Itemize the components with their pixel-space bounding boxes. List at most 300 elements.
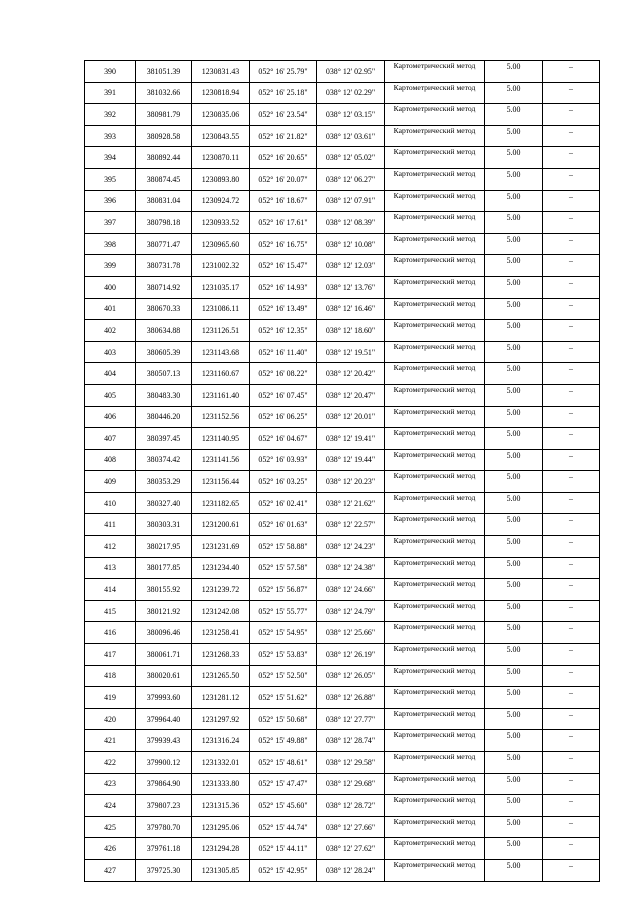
- point-number-cell: 421: [85, 730, 136, 752]
- latitude-cell: 052° 16' 04.67": [250, 428, 317, 450]
- method-cell: Картометрический метод: [385, 644, 485, 666]
- note-cell: –: [543, 471, 600, 493]
- table-row: [85, 622, 600, 644]
- x-coordinate-cell: 380981.79: [136, 104, 192, 126]
- note-cell: –: [543, 428, 600, 450]
- longitude-cell: 038° 12' 07.91": [317, 190, 385, 212]
- table-row: [85, 406, 600, 428]
- x-coordinate-cell: 380771.47: [136, 233, 192, 255]
- longitude-cell: 038° 12' 20.23": [317, 471, 385, 493]
- latitude-cell: 052° 16' 25.18": [250, 82, 317, 104]
- table-row: [85, 233, 600, 255]
- table-row: [85, 61, 600, 83]
- x-coordinate-cell: 380177.85: [136, 557, 192, 579]
- longitude-cell: 038° 12' 21.62": [317, 492, 385, 514]
- method-cell: Картометрический метод: [385, 82, 485, 104]
- point-number-cell: 409: [85, 471, 136, 493]
- accuracy-cell: 5.00: [485, 492, 543, 514]
- longitude-cell: 038° 12' 26.88": [317, 687, 385, 709]
- latitude-cell: 052° 15' 51.62": [250, 687, 317, 709]
- accuracy-cell: 5.00: [485, 795, 543, 817]
- note-cell: –: [543, 104, 600, 126]
- latitude-cell: 052° 15' 44.74": [250, 816, 317, 838]
- longitude-cell: 038° 12' 03.15": [317, 104, 385, 126]
- table-row: [85, 773, 600, 795]
- table-row: [85, 190, 600, 212]
- accuracy-cell: 5.00: [485, 687, 543, 709]
- accuracy-cell: 5.00: [485, 708, 543, 730]
- point-number-cell: 398: [85, 233, 136, 255]
- longitude-cell: 038° 12' 28.74": [317, 730, 385, 752]
- accuracy-cell: 5.00: [485, 320, 543, 342]
- method-cell: Картометрический метод: [385, 104, 485, 126]
- point-number-cell: 414: [85, 579, 136, 601]
- accuracy-cell: 5.00: [485, 536, 543, 558]
- point-number-cell: 425: [85, 816, 136, 838]
- point-number-cell: 400: [85, 276, 136, 298]
- note-cell: –: [543, 449, 600, 471]
- longitude-cell: 038° 12' 12.03": [317, 255, 385, 277]
- method-cell: Картометрический метод: [385, 795, 485, 817]
- table-row: [85, 298, 600, 320]
- method-cell: Картометрический метод: [385, 298, 485, 320]
- accuracy-cell: 5.00: [485, 61, 543, 83]
- longitude-cell: 038° 12' 19.41": [317, 428, 385, 450]
- note-cell: –: [543, 859, 600, 881]
- method-cell: Картометрический метод: [385, 255, 485, 277]
- longitude-cell: 038° 12' 10.08": [317, 233, 385, 255]
- table-row: [85, 147, 600, 169]
- x-coordinate-cell: 380605.39: [136, 341, 192, 363]
- y-coordinate-cell: 1231126.51: [192, 320, 250, 342]
- accuracy-cell: 5.00: [485, 644, 543, 666]
- note-cell: –: [543, 276, 600, 298]
- x-coordinate-cell: 380874.45: [136, 168, 192, 190]
- x-coordinate-cell: 380714.92: [136, 276, 192, 298]
- table-row: [85, 838, 600, 860]
- longitude-cell: 038° 12' 22.57": [317, 514, 385, 536]
- note-cell: –: [543, 61, 600, 83]
- y-coordinate-cell: 1231242.08: [192, 600, 250, 622]
- note-cell: –: [543, 773, 600, 795]
- note-cell: –: [543, 838, 600, 860]
- method-cell: Картометрический метод: [385, 665, 485, 687]
- latitude-cell: 052° 16' 12.35": [250, 320, 317, 342]
- longitude-cell: 038° 12' 28.24": [317, 859, 385, 881]
- latitude-cell: 052° 16' 17.61": [250, 212, 317, 234]
- latitude-cell: 052° 16' 21.82": [250, 125, 317, 147]
- method-cell: Картометрический метод: [385, 859, 485, 881]
- longitude-cell: 038° 12' 18.60": [317, 320, 385, 342]
- table-row: [85, 859, 600, 881]
- accuracy-cell: 5.00: [485, 471, 543, 493]
- table-row: [85, 168, 600, 190]
- coordinates-table: [84, 60, 600, 882]
- note-cell: –: [543, 255, 600, 277]
- method-cell: Картометрический метод: [385, 190, 485, 212]
- accuracy-cell: 5.00: [485, 449, 543, 471]
- accuracy-cell: 5.00: [485, 190, 543, 212]
- method-cell: Картометрический метод: [385, 471, 485, 493]
- latitude-cell: 052° 16' 23.54": [250, 104, 317, 126]
- longitude-cell: 038° 12' 19.51": [317, 341, 385, 363]
- latitude-cell: 052° 16' 18.67": [250, 190, 317, 212]
- latitude-cell: 052° 16' 13.49": [250, 298, 317, 320]
- table-row: [85, 644, 600, 666]
- coordinates-sheet: [84, 60, 600, 882]
- table-row: [85, 276, 600, 298]
- table-row: [85, 428, 600, 450]
- latitude-cell: 052° 15' 52.50": [250, 665, 317, 687]
- x-coordinate-cell: 380303.31: [136, 514, 192, 536]
- latitude-cell: 052° 15' 53.83": [250, 644, 317, 666]
- longitude-cell: 038° 12' 24.79": [317, 600, 385, 622]
- longitude-cell: 038° 12' 16.46": [317, 298, 385, 320]
- y-coordinate-cell: 1231231.69: [192, 536, 250, 558]
- accuracy-cell: 5.00: [485, 82, 543, 104]
- point-number-cell: 390: [85, 61, 136, 83]
- x-coordinate-cell: 379761.18: [136, 838, 192, 860]
- note-cell: –: [543, 665, 600, 687]
- note-cell: –: [543, 730, 600, 752]
- point-number-cell: 422: [85, 752, 136, 774]
- table-row: [85, 557, 600, 579]
- latitude-cell: 052° 16' 07.45": [250, 384, 317, 406]
- point-number-cell: 416: [85, 622, 136, 644]
- latitude-cell: 052° 15' 55.77": [250, 600, 317, 622]
- y-coordinate-cell: 1231143.68: [192, 341, 250, 363]
- latitude-cell: 052° 15' 44.11": [250, 838, 317, 860]
- accuracy-cell: 5.00: [485, 665, 543, 687]
- y-coordinate-cell: 1230870.11: [192, 147, 250, 169]
- longitude-cell: 038° 12' 08.39": [317, 212, 385, 234]
- y-coordinate-cell: 1231156.44: [192, 471, 250, 493]
- point-number-cell: 424: [85, 795, 136, 817]
- table-row: [85, 816, 600, 838]
- x-coordinate-cell: 380155.92: [136, 579, 192, 601]
- accuracy-cell: 5.00: [485, 773, 543, 795]
- table-row: [85, 363, 600, 385]
- method-cell: Картометрический метод: [385, 341, 485, 363]
- y-coordinate-cell: 1231316.24: [192, 730, 250, 752]
- x-coordinate-cell: 380634.88: [136, 320, 192, 342]
- note-cell: –: [543, 687, 600, 709]
- longitude-cell: 038° 12' 20.42": [317, 363, 385, 385]
- point-number-cell: 411: [85, 514, 136, 536]
- longitude-cell: 038° 12' 27.62": [317, 838, 385, 860]
- latitude-cell: 052° 16' 06.25": [250, 406, 317, 428]
- note-cell: –: [543, 622, 600, 644]
- note-cell: –: [543, 341, 600, 363]
- latitude-cell: 052° 16' 20.07": [250, 168, 317, 190]
- longitude-cell: 038° 12' 05.02": [317, 147, 385, 169]
- latitude-cell: 052° 16' 15.47": [250, 255, 317, 277]
- latitude-cell: 052° 16' 03.25": [250, 471, 317, 493]
- note-cell: –: [543, 406, 600, 428]
- y-coordinate-cell: 1231281.12: [192, 687, 250, 709]
- x-coordinate-cell: 380446.20: [136, 406, 192, 428]
- note-cell: –: [543, 233, 600, 255]
- note-cell: –: [543, 212, 600, 234]
- x-coordinate-cell: 380831.04: [136, 190, 192, 212]
- method-cell: Картометрический метод: [385, 816, 485, 838]
- point-number-cell: 403: [85, 341, 136, 363]
- point-number-cell: 397: [85, 212, 136, 234]
- note-cell: –: [543, 147, 600, 169]
- note-cell: –: [543, 514, 600, 536]
- table-row: [85, 492, 600, 514]
- point-number-cell: 427: [85, 859, 136, 881]
- method-cell: Картометрический метод: [385, 363, 485, 385]
- y-coordinate-cell: 1231161.40: [192, 384, 250, 406]
- latitude-cell: 052° 16' 16.75": [250, 233, 317, 255]
- latitude-cell: 052° 15' 56.87": [250, 579, 317, 601]
- longitude-cell: 038° 12' 27.66": [317, 816, 385, 838]
- longitude-cell: 038° 12' 19.44": [317, 449, 385, 471]
- longitude-cell: 038° 12' 20.01": [317, 406, 385, 428]
- accuracy-cell: 5.00: [485, 859, 543, 881]
- longitude-cell: 038° 12' 24.66": [317, 579, 385, 601]
- longitude-cell: 038° 12' 13.76": [317, 276, 385, 298]
- point-number-cell: 418: [85, 665, 136, 687]
- table-row: [85, 449, 600, 471]
- method-cell: Картометрический метод: [385, 687, 485, 709]
- table-row: [85, 600, 600, 622]
- note-cell: –: [543, 320, 600, 342]
- latitude-cell: 052° 16' 20.65": [250, 147, 317, 169]
- latitude-cell: 052° 16' 11.40": [250, 341, 317, 363]
- latitude-cell: 052° 16' 25.79": [250, 61, 317, 83]
- y-coordinate-cell: 1230831.43: [192, 61, 250, 83]
- method-cell: Картометрический метод: [385, 125, 485, 147]
- table-row: [85, 579, 600, 601]
- accuracy-cell: 5.00: [485, 233, 543, 255]
- table-row: [85, 471, 600, 493]
- accuracy-cell: 5.00: [485, 428, 543, 450]
- method-cell: Картометрический метод: [385, 773, 485, 795]
- y-coordinate-cell: 1231200.61: [192, 514, 250, 536]
- table-row: [85, 320, 600, 342]
- x-coordinate-cell: 379993.60: [136, 687, 192, 709]
- x-coordinate-cell: 380327.40: [136, 492, 192, 514]
- y-coordinate-cell: 1230835.06: [192, 104, 250, 126]
- accuracy-cell: 5.00: [485, 838, 543, 860]
- accuracy-cell: 5.00: [485, 557, 543, 579]
- y-coordinate-cell: 1231182.65: [192, 492, 250, 514]
- method-cell: Картометрический метод: [385, 838, 485, 860]
- latitude-cell: 052° 15' 58.88": [250, 536, 317, 558]
- point-number-cell: 408: [85, 449, 136, 471]
- y-coordinate-cell: 1230965.60: [192, 233, 250, 255]
- y-coordinate-cell: 1231160.67: [192, 363, 250, 385]
- method-cell: Картометрический метод: [385, 233, 485, 255]
- latitude-cell: 052° 16' 08.22": [250, 363, 317, 385]
- point-number-cell: 396: [85, 190, 136, 212]
- accuracy-cell: 5.00: [485, 341, 543, 363]
- note-cell: –: [543, 708, 600, 730]
- x-coordinate-cell: 381032.66: [136, 82, 192, 104]
- table-row: [85, 82, 600, 104]
- y-coordinate-cell: 1230924.72: [192, 190, 250, 212]
- point-number-cell: 407: [85, 428, 136, 450]
- method-cell: Картометрический метод: [385, 752, 485, 774]
- method-cell: Картометрический метод: [385, 557, 485, 579]
- longitude-cell: 038° 12' 28.72": [317, 795, 385, 817]
- note-cell: –: [543, 816, 600, 838]
- longitude-cell: 038° 12' 24.38": [317, 557, 385, 579]
- note-cell: –: [543, 536, 600, 558]
- point-number-cell: 406: [85, 406, 136, 428]
- table-row: [85, 665, 600, 687]
- x-coordinate-cell: 380096.46: [136, 622, 192, 644]
- y-coordinate-cell: 1231268.33: [192, 644, 250, 666]
- latitude-cell: 052° 16' 03.93": [250, 449, 317, 471]
- y-coordinate-cell: 1230818.94: [192, 82, 250, 104]
- y-coordinate-cell: 1231265.50: [192, 665, 250, 687]
- x-coordinate-cell: 380374.42: [136, 449, 192, 471]
- latitude-cell: 052° 15' 48.61": [250, 752, 317, 774]
- latitude-cell: 052° 16' 01.63": [250, 514, 317, 536]
- accuracy-cell: 5.00: [485, 730, 543, 752]
- point-number-cell: 405: [85, 384, 136, 406]
- note-cell: –: [543, 82, 600, 104]
- note-cell: –: [543, 168, 600, 190]
- point-number-cell: 402: [85, 320, 136, 342]
- y-coordinate-cell: 1231152.56: [192, 406, 250, 428]
- longitude-cell: 038° 12' 24.23": [317, 536, 385, 558]
- x-coordinate-cell: 381051.39: [136, 61, 192, 83]
- y-coordinate-cell: 1231086.11: [192, 298, 250, 320]
- y-coordinate-cell: 1230933.52: [192, 212, 250, 234]
- x-coordinate-cell: 379939.43: [136, 730, 192, 752]
- note-cell: –: [543, 190, 600, 212]
- note-cell: –: [543, 600, 600, 622]
- x-coordinate-cell: 380892.44: [136, 147, 192, 169]
- point-number-cell: 392: [85, 104, 136, 126]
- accuracy-cell: 5.00: [485, 147, 543, 169]
- latitude-cell: 052° 15' 57.58": [250, 557, 317, 579]
- y-coordinate-cell: 1231305.85: [192, 859, 250, 881]
- longitude-cell: 038° 12' 25.66": [317, 622, 385, 644]
- latitude-cell: 052° 15' 45.60": [250, 795, 317, 817]
- note-cell: –: [543, 752, 600, 774]
- note-cell: –: [543, 384, 600, 406]
- x-coordinate-cell: 380121.92: [136, 600, 192, 622]
- method-cell: Картометрический метод: [385, 600, 485, 622]
- accuracy-cell: 5.00: [485, 406, 543, 428]
- table-row: [85, 730, 600, 752]
- accuracy-cell: 5.00: [485, 255, 543, 277]
- note-cell: –: [543, 795, 600, 817]
- longitude-cell: 038° 12' 03.61": [317, 125, 385, 147]
- x-coordinate-cell: 380483.30: [136, 384, 192, 406]
- point-number-cell: 391: [85, 82, 136, 104]
- longitude-cell: 038° 12' 27.77": [317, 708, 385, 730]
- method-cell: Картометрический метод: [385, 622, 485, 644]
- table-row: [85, 795, 600, 817]
- x-coordinate-cell: 380020.61: [136, 665, 192, 687]
- method-cell: Картометрический метод: [385, 708, 485, 730]
- latitude-cell: 052° 15' 42.95": [250, 859, 317, 881]
- longitude-cell: 038° 12' 20.47": [317, 384, 385, 406]
- note-cell: –: [543, 492, 600, 514]
- note-cell: –: [543, 557, 600, 579]
- table-row: [85, 125, 600, 147]
- point-number-cell: 417: [85, 644, 136, 666]
- point-number-cell: 394: [85, 147, 136, 169]
- latitude-cell: 052° 16' 14.93": [250, 276, 317, 298]
- table-row: [85, 752, 600, 774]
- x-coordinate-cell: 380798.18: [136, 212, 192, 234]
- point-number-cell: 401: [85, 298, 136, 320]
- method-cell: Картометрический метод: [385, 428, 485, 450]
- point-number-cell: 419: [85, 687, 136, 709]
- x-coordinate-cell: 380507.13: [136, 363, 192, 385]
- y-coordinate-cell: 1230843.55: [192, 125, 250, 147]
- x-coordinate-cell: 380397.45: [136, 428, 192, 450]
- table-row: [85, 708, 600, 730]
- point-number-cell: 426: [85, 838, 136, 860]
- method-cell: Картометрический метод: [385, 579, 485, 601]
- x-coordinate-cell: 379900.12: [136, 752, 192, 774]
- y-coordinate-cell: 1231297.92: [192, 708, 250, 730]
- method-cell: Картометрический метод: [385, 514, 485, 536]
- longitude-cell: 038° 12' 02.95": [317, 61, 385, 83]
- point-number-cell: 393: [85, 125, 136, 147]
- y-coordinate-cell: 1230893.80: [192, 168, 250, 190]
- table-row: [85, 536, 600, 558]
- accuracy-cell: 5.00: [485, 363, 543, 385]
- accuracy-cell: 5.00: [485, 104, 543, 126]
- y-coordinate-cell: 1231258.41: [192, 622, 250, 644]
- accuracy-cell: 5.00: [485, 384, 543, 406]
- x-coordinate-cell: 380928.58: [136, 125, 192, 147]
- x-coordinate-cell: 379864.90: [136, 773, 192, 795]
- y-coordinate-cell: 1231234.40: [192, 557, 250, 579]
- point-number-cell: 404: [85, 363, 136, 385]
- method-cell: Картометрический метод: [385, 730, 485, 752]
- method-cell: Картометрический метод: [385, 449, 485, 471]
- method-cell: Картометрический метод: [385, 536, 485, 558]
- longitude-cell: 038° 12' 02.29": [317, 82, 385, 104]
- latitude-cell: 052° 15' 50.68": [250, 708, 317, 730]
- accuracy-cell: 5.00: [485, 168, 543, 190]
- y-coordinate-cell: 1231315.36: [192, 795, 250, 817]
- x-coordinate-cell: 379725.30: [136, 859, 192, 881]
- longitude-cell: 038° 12' 29.58": [317, 752, 385, 774]
- note-cell: –: [543, 298, 600, 320]
- table-row: [85, 341, 600, 363]
- y-coordinate-cell: 1231295.06: [192, 816, 250, 838]
- y-coordinate-cell: 1231239.72: [192, 579, 250, 601]
- method-cell: Картометрический метод: [385, 320, 485, 342]
- method-cell: Картометрический метод: [385, 406, 485, 428]
- table-row: [85, 104, 600, 126]
- table-row: [85, 514, 600, 536]
- point-number-cell: 399: [85, 255, 136, 277]
- table-row: [85, 212, 600, 234]
- x-coordinate-cell: 380731.78: [136, 255, 192, 277]
- x-coordinate-cell: 380061.71: [136, 644, 192, 666]
- note-cell: –: [543, 579, 600, 601]
- latitude-cell: 052° 16' 02.41": [250, 492, 317, 514]
- latitude-cell: 052° 15' 47.47": [250, 773, 317, 795]
- y-coordinate-cell: 1231035.17: [192, 276, 250, 298]
- point-number-cell: 420: [85, 708, 136, 730]
- method-cell: Картометрический метод: [385, 384, 485, 406]
- latitude-cell: 052° 15' 49.88": [250, 730, 317, 752]
- note-cell: –: [543, 644, 600, 666]
